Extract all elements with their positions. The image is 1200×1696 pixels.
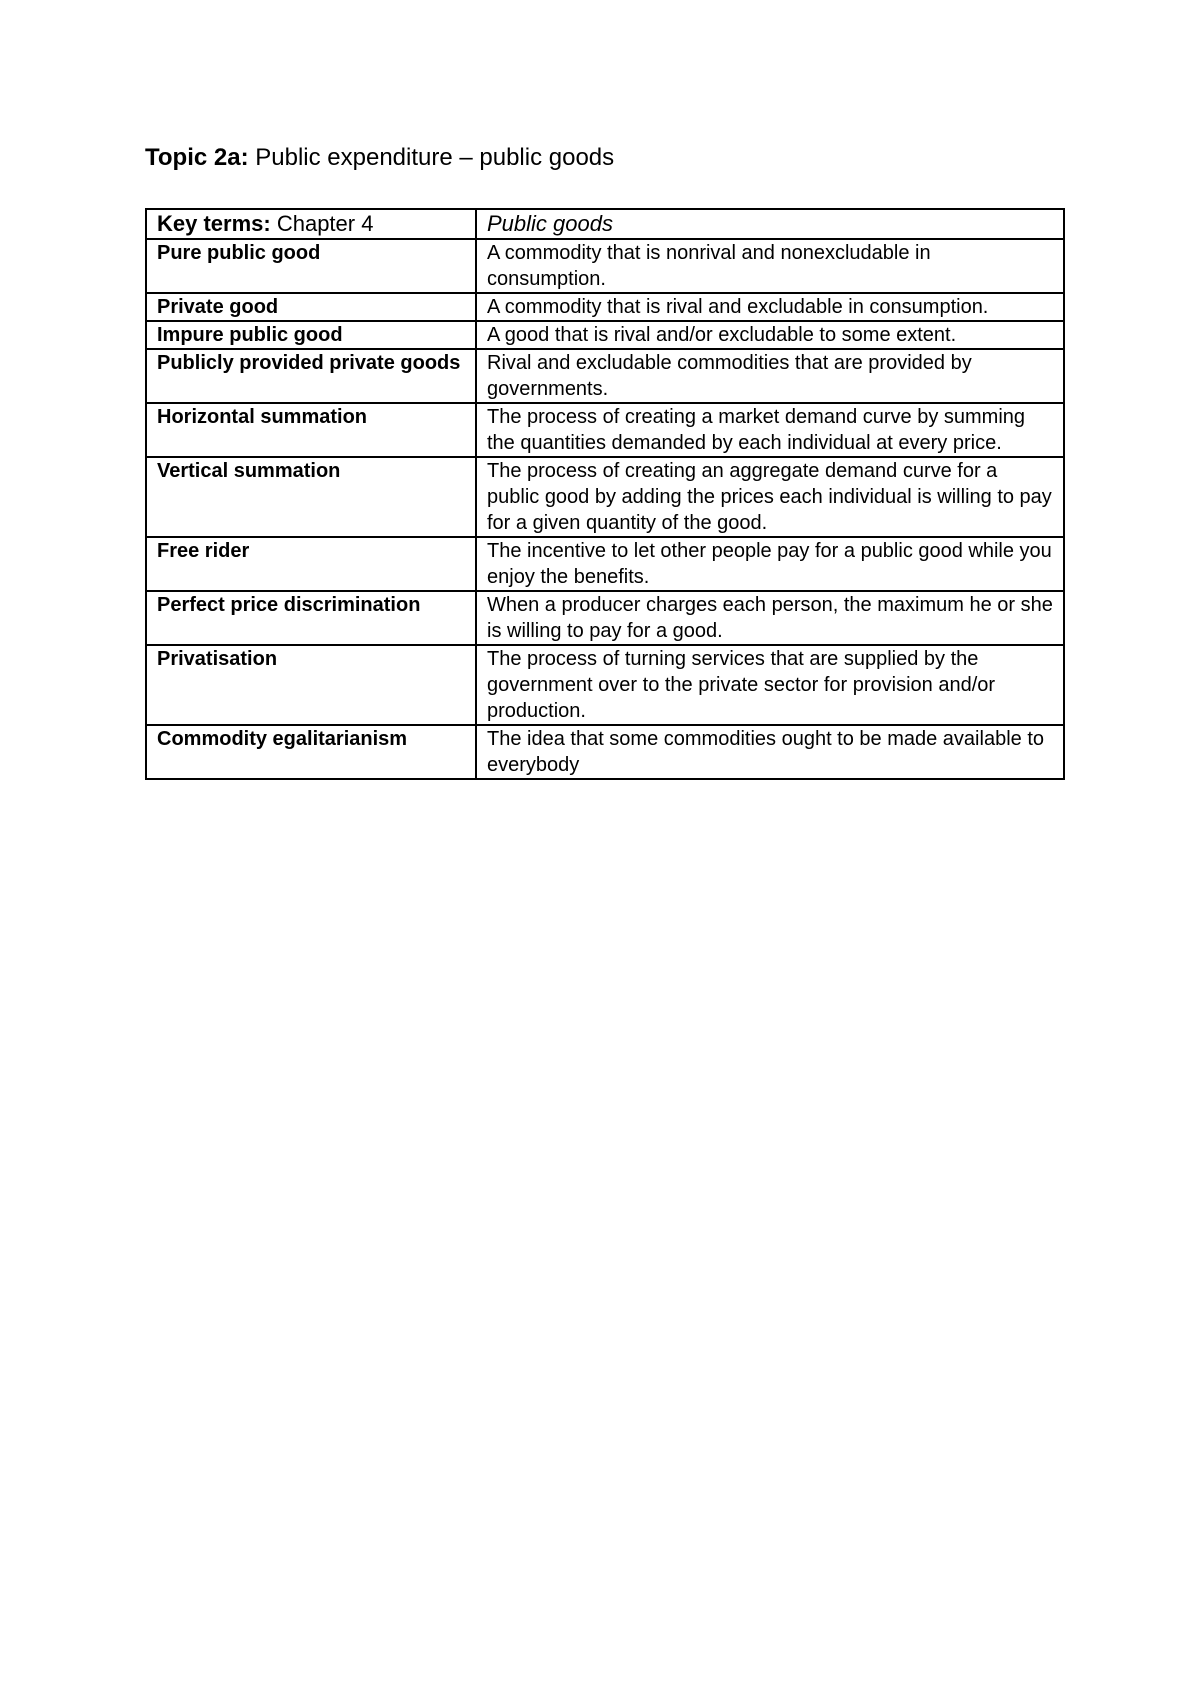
table-row (146, 457, 1064, 537)
definition-cell: A commodity that is rival and excludable in consumption. (476, 293, 1064, 321)
key-terms-table (145, 208, 1065, 780)
table-row (146, 293, 1064, 321)
table-row (146, 645, 1064, 725)
term-cell: Free rider (146, 537, 476, 591)
term-cell: Commodity egalitarianism (146, 725, 476, 779)
term-cell: Privatisation (146, 645, 476, 725)
definition-cell: The incentive to let other people pay for a public good while you enjoy the benefits. (476, 537, 1064, 591)
term-cell: Horizontal summation (146, 403, 476, 457)
table-row (146, 591, 1064, 645)
table-row (146, 321, 1064, 349)
page-title (145, 143, 614, 173)
header-key-terms-label: Key terms: (157, 211, 271, 236)
header-term-cell (146, 209, 476, 239)
definition-cell: The idea that some commodities ought to be made available to everybody (476, 725, 1064, 779)
term-cell: Pure public good (146, 239, 476, 293)
term-cell: Private good (146, 293, 476, 321)
definition-cell: A good that is rival and/or excludable to some extent. (476, 321, 1064, 349)
table-row (146, 239, 1064, 293)
table-row (146, 403, 1064, 457)
definition-cell: The process of creating a market demand curve by summing the quantities demanded by each individual at every price. (476, 403, 1064, 457)
definition-cell: When a producer charges each person, the maximum he or she is willing to pay for a good. (476, 591, 1064, 645)
table-row (146, 537, 1064, 591)
table-header-row (146, 209, 1064, 239)
definition-cell: The process of turning services that are supplied by the government over to the private sector for provision and/or production. (476, 645, 1064, 725)
header-chapter-label: Chapter 4 (270, 211, 374, 236)
term-cell: Vertical summation (146, 457, 476, 537)
term-cell: Publicly provided private goods (146, 349, 476, 403)
table-row (146, 349, 1064, 403)
term-cell: Impure public good (146, 321, 476, 349)
definition-cell: The process of creating an aggregate demand curve for a public good by adding the prices each individual is willing to pay for a given quantity of the good. (476, 457, 1064, 537)
term-cell: Perfect price discrimination (146, 591, 476, 645)
header-definition-cell: Public goods (476, 209, 1064, 239)
title-text: Public expenditure – public goods (248, 144, 615, 171)
table-row (146, 725, 1064, 779)
title-topic-label: Topic 2a: (145, 144, 249, 171)
definition-cell: Rival and excludable commodities that are provided by governments. (476, 349, 1064, 403)
definition-cell: A commodity that is nonrival and nonexcludable in consumption. (476, 239, 1064, 293)
